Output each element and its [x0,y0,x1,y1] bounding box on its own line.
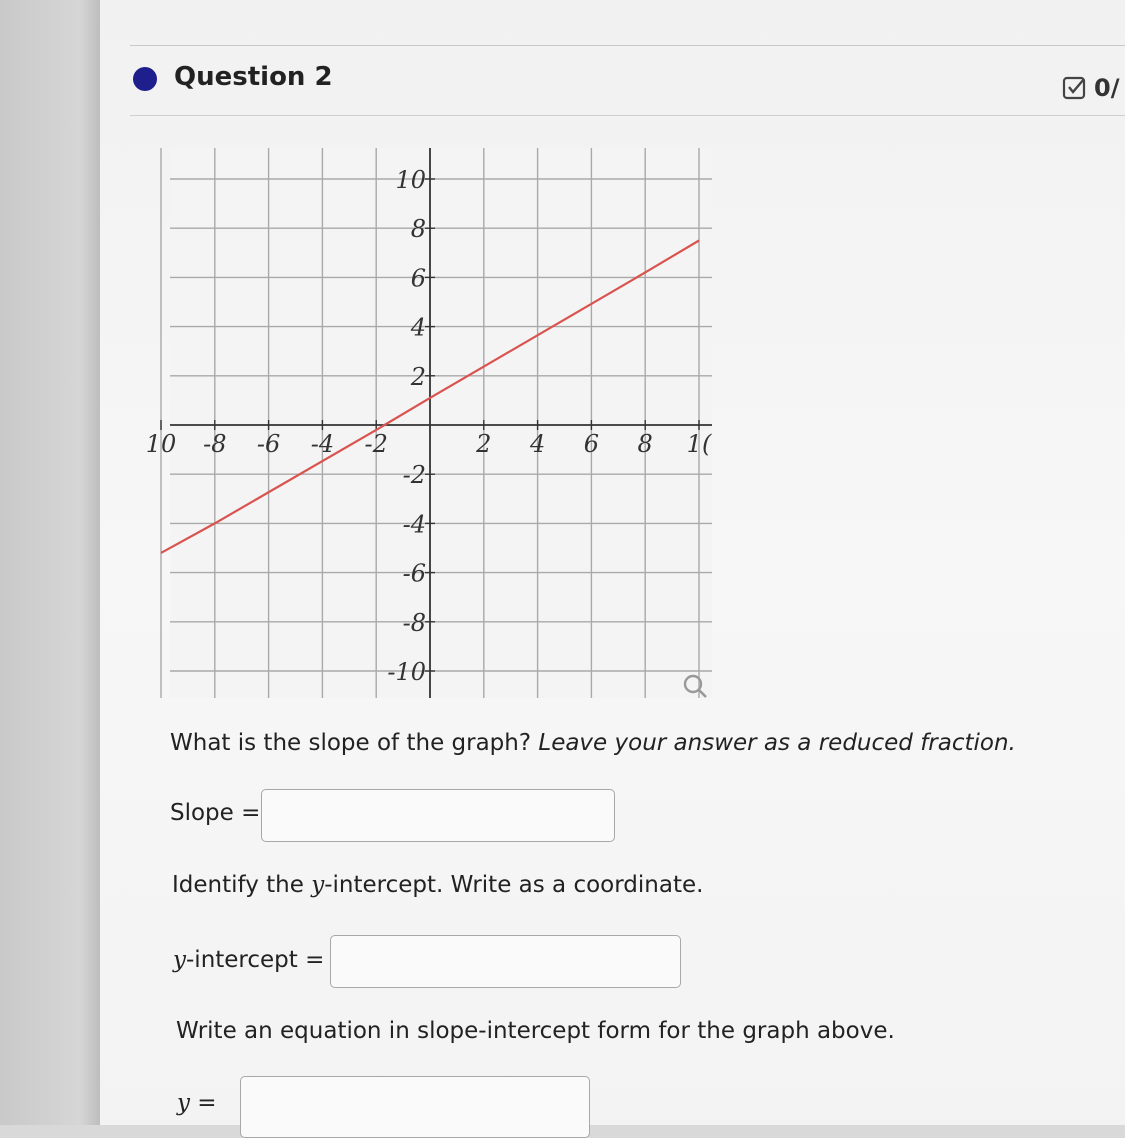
slope-question-hint: Leave your answer as a reduced fraction. [538,730,1016,756]
yint-label-rest: -intercept = [186,947,325,973]
divider-header [130,115,1125,116]
yint-label-var: y [173,947,186,973]
y-tick-label: 6 [410,264,426,293]
yint-instruction-pre: Identify the [172,872,312,898]
question-title: Question 2 [174,62,333,92]
equation-input[interactable] [240,1076,590,1138]
x-tick-label: 10 [145,430,177,458]
y-tick-label: -2 [402,461,426,490]
score-text: 0/ [1094,74,1120,102]
slope-question [170,730,1016,756]
y-tick-label: 2 [410,362,426,391]
x-tick-label: -8 [203,430,227,458]
x-tick-label: -2 [364,430,388,458]
divider-top [130,45,1125,46]
x-tick-label: 8 [637,430,653,458]
x-tick-label: 4 [529,430,546,458]
y-tick-label: -10 [387,658,426,686]
x-tick-label: 2 [476,430,492,458]
yint-instruction [172,872,703,898]
y-tick-label: 8 [410,215,426,244]
coordinate-graph [145,140,720,700]
slope-question-text: What is the slope of the graph? [170,730,539,756]
x-tick-label: 1( [686,430,712,458]
y-tick-label: -8 [402,608,426,637]
equation-label: y = [177,1090,217,1116]
x-tick-label: -6 [256,430,281,458]
yint-input[interactable] [330,935,681,988]
yint-instruction-post: -intercept. Write as a coordinate. [324,872,704,898]
yint-label [173,947,324,973]
y-tick-label: 4 [410,313,426,342]
y-tick-label: 10 [395,166,426,194]
equation-instruction: Write an equation in slope-intercept form for the graph above. [176,1018,895,1044]
background-edge [0,0,100,1125]
yint-instruction-var: y [311,872,325,898]
x-tick-label: 6 [583,430,600,458]
slope-input[interactable] [261,789,615,842]
score-indicator [1062,74,1119,102]
y-tick-label: -6 [402,559,426,588]
question-status-dot [133,67,157,91]
x-tick-label: -4 [310,430,335,458]
slope-label: Slope = [170,800,261,826]
plot-area [170,148,712,698]
checkbox-icon [1062,75,1088,101]
y-tick-label: -4 [402,510,426,539]
